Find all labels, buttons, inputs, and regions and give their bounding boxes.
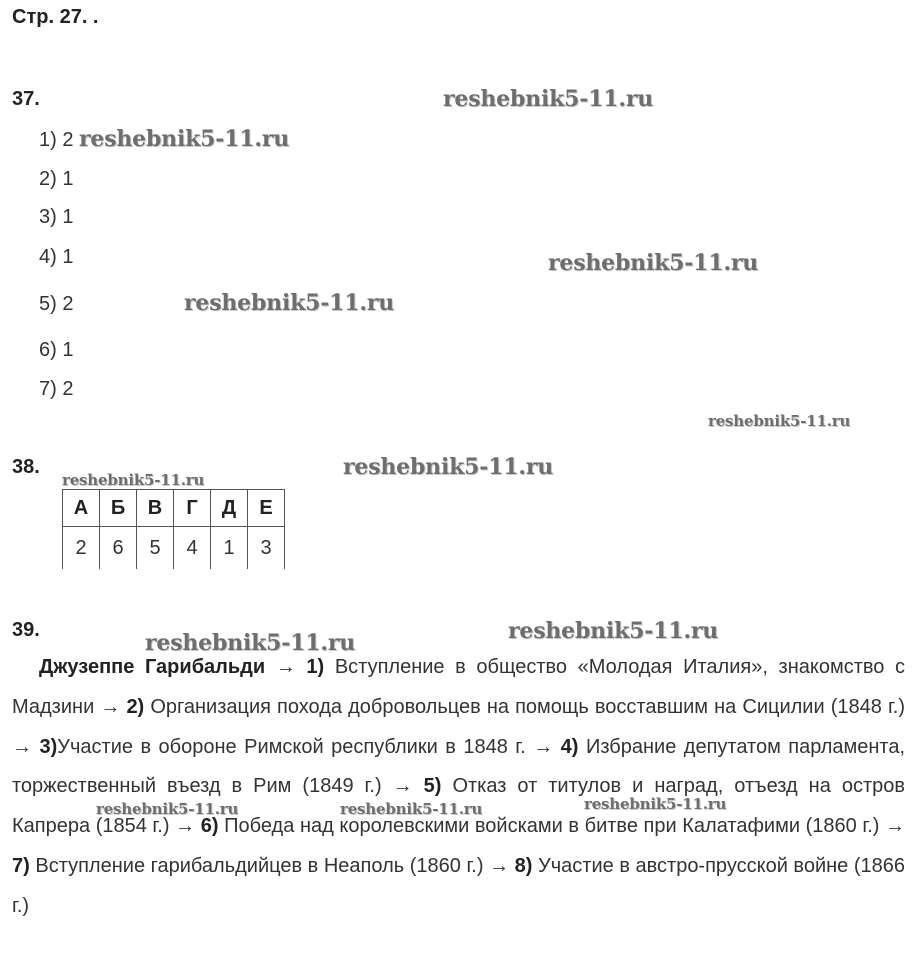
step-text: Победа над королевскими войсками в битве при Калатафими (1860 г.) (224, 815, 880, 838)
arrow-icon: → (12, 735, 32, 758)
watermark: reshebnik5-11.ru (508, 618, 719, 644)
table-header-cell: Б (100, 490, 137, 527)
arrow-icon: → (489, 854, 510, 877)
table-header-cell: Г (174, 490, 211, 527)
watermark: reshebnik5-11.ru (708, 412, 851, 430)
watermark: reshebnik5-11.ru (79, 126, 290, 152)
table-row (63, 527, 285, 570)
task-39-intro: Джузеппе Гарибальди (39, 656, 266, 678)
table-cell: 4 (174, 527, 211, 570)
table-cell: 6 (100, 527, 137, 570)
task-37-number: 37. (12, 88, 40, 110)
task-37-answer-1: 1) 2 (39, 129, 74, 151)
watermark: reshebnik5-11.ru (584, 795, 727, 813)
table-cell: 3 (248, 527, 285, 570)
arrow-icon: → (885, 815, 906, 838)
step-text: Организация похода добровольцев на помощь восставшим на Сицилии (1848 г.) (150, 695, 906, 718)
arrow-icon: → (100, 695, 121, 718)
watermark: reshebnik5-11.ru (548, 250, 759, 276)
step-number: 5) (423, 775, 442, 798)
step-number: 7) (12, 854, 30, 877)
watermark: reshebnik5-11.ru (343, 454, 554, 480)
arrow-icon: → (175, 815, 196, 838)
table-header-cell: Д (211, 490, 248, 527)
task-39-text (12, 648, 905, 927)
watermark: reshebnik5-11.ru (96, 800, 239, 818)
watermark: reshebnik5-11.ru (145, 630, 356, 656)
table-header-cell: Е (248, 490, 285, 527)
step-text: Участие в австро-прусской войне (1866 г.) (12, 854, 906, 917)
step-text: Вступление гарибальдийцев в Неаполь (1860 г.) (35, 854, 484, 877)
step-number: 2) (126, 695, 145, 718)
arrow-icon: → (533, 735, 554, 758)
task-37-answer-7: 7) 2 (39, 378, 74, 400)
table-header-row (63, 490, 285, 527)
task-37-answer-6: 6) 1 (39, 339, 74, 361)
step-text: Вступление в общество «Молодая Италия», знакомство с Мадзини (12, 656, 906, 718)
step-number: 6) (200, 815, 219, 838)
watermark: reshebnik5-11.ru (184, 290, 395, 316)
page-header: Стр. 27. . (12, 6, 99, 28)
table-header-cell: А (63, 490, 100, 527)
task-37-answer-3: 3) 1 (39, 206, 74, 228)
step-text: Избрание депутатом парламента, торжественный въезд в Рим (1849 г.) (12, 735, 906, 798)
task-37-answer-2: 2) 1 (39, 168, 74, 190)
watermark: reshebnik5-11.ru (443, 86, 654, 112)
table-cell: 5 (137, 527, 174, 570)
watermark: reshebnik5-11.ru (62, 471, 205, 489)
step-number: 1) (306, 656, 325, 678)
task-37-answer-5: 5) 2 (39, 293, 74, 315)
task-38-number: 38. (12, 456, 40, 478)
table-header-cell: В (137, 490, 174, 527)
task-38-answer-table (62, 489, 285, 569)
watermark: reshebnik5-11.ru (340, 800, 483, 818)
step-number: 4) (560, 735, 579, 758)
task-37-answer-4: 4) 1 (39, 246, 74, 268)
step-number: 3) (39, 735, 58, 758)
task-39-number: 39. (12, 619, 40, 641)
arrow-icon: → (275, 656, 296, 678)
table-cell: 1 (211, 527, 248, 570)
table-cell: 2 (63, 527, 100, 570)
step-number: 8) (514, 854, 533, 877)
step-text: Отказ от титулов и наград, отъезд на остров Капрера (1854 г.) (12, 775, 905, 838)
arrow-icon: → (392, 775, 413, 798)
step-text: Участие в обороне Римской республики в 1848 г. (57, 735, 526, 758)
